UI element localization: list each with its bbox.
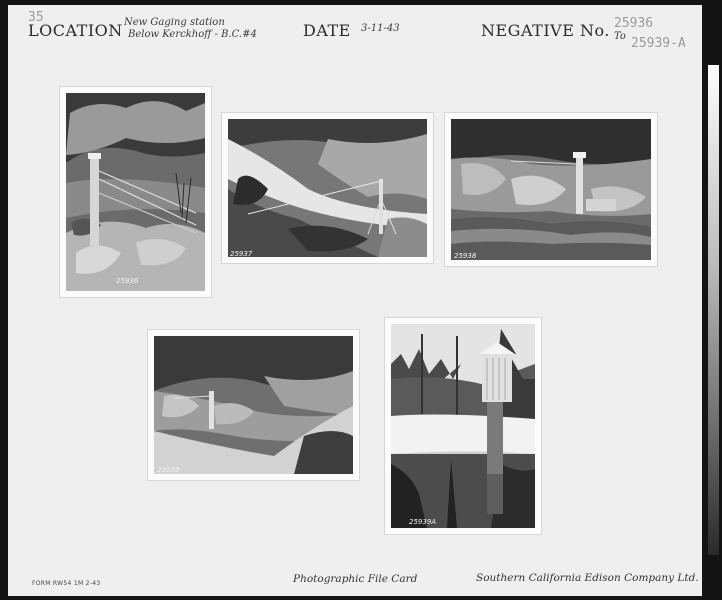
photo-1 [60, 87, 211, 297]
photo-3-image [451, 119, 651, 260]
photo-4 [148, 330, 359, 480]
photo-1-image [66, 93, 205, 291]
photo-1-negative-label: 25936 [116, 277, 139, 285]
negative-to: 25939-A [631, 36, 686, 51]
form-number: FORM RW54 1M 2-43 [32, 580, 101, 587]
location-label: LOCATION [28, 21, 123, 40]
location-line-2: Below Kerckhoff - B.C.#4 [128, 29, 257, 40]
photo-3-negative-label: 25938 [454, 252, 477, 260]
photo-5 [385, 318, 541, 534]
photo-4-negative-label: 25939 [157, 466, 180, 474]
photo-2-negative-label: 25937 [230, 250, 253, 258]
photo-5-image [391, 324, 535, 528]
date-label: DATE [303, 21, 351, 40]
grayscale-reference-strip [708, 65, 719, 555]
negative-from: 25936 [614, 16, 654, 31]
card-title: Photographic File Card [293, 573, 418, 585]
photo-2 [222, 113, 433, 263]
card-number-stamp: 35 [28, 10, 44, 25]
date-value: 3-11-43 [361, 23, 400, 34]
photo-4-image [154, 336, 353, 474]
company-name: Southern California Edison Company Ltd. [476, 572, 699, 584]
photo-5-negative-label: 25939A [409, 518, 437, 526]
location-line-1: New Gaging station [124, 17, 225, 28]
photo-3 [445, 113, 657, 266]
negative-label: NEGATIVE No. [481, 21, 610, 40]
photographic-file-card [8, 5, 702, 596]
photo-2-image [228, 119, 427, 257]
negative-to-word: To [614, 31, 626, 42]
